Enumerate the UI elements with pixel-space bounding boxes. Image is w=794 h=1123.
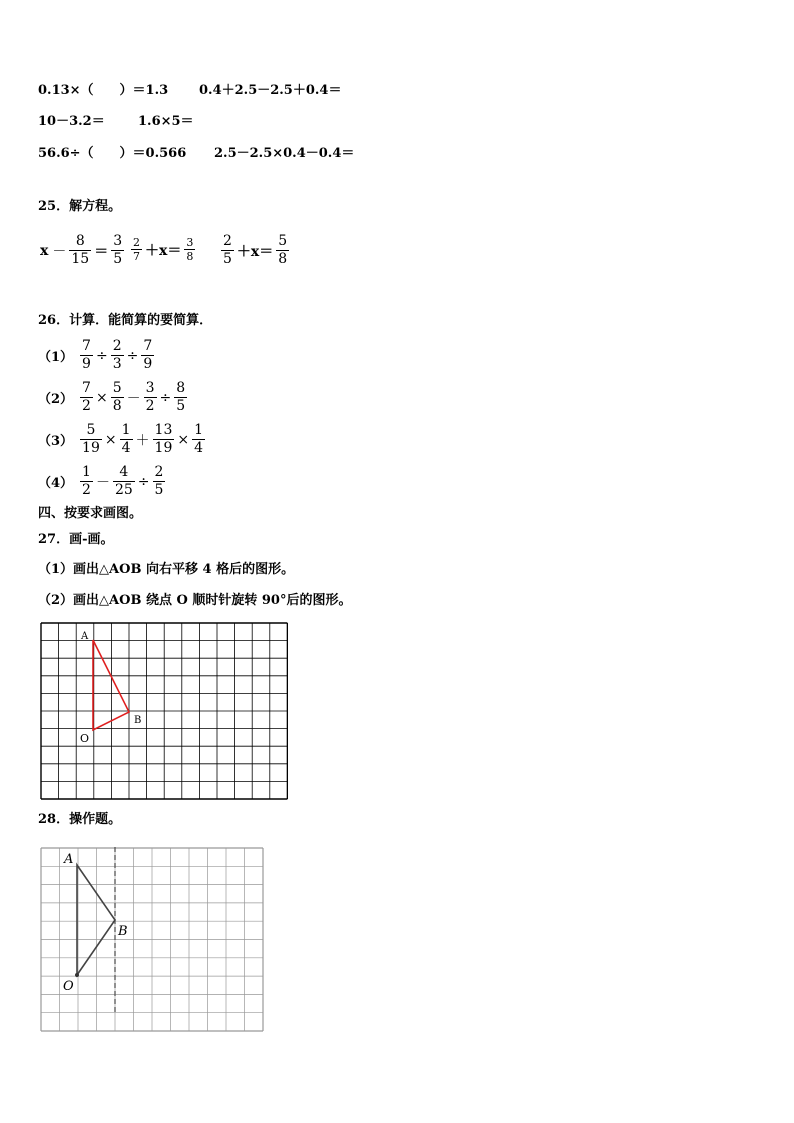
q28-label-b: B (118, 924, 128, 939)
item-label: （2） (38, 392, 74, 407)
calc-r2-b: 1.6×5＝ (138, 114, 194, 129)
q27-sub1: （1）画出△AOB 向右平移 4 格后的图形。 (38, 562, 295, 577)
fraction (80, 380, 93, 415)
q25-title: 25．解方程。 (38, 199, 122, 214)
numerator: 1 (121, 422, 131, 438)
q28-label-o: O (63, 979, 74, 994)
numerator: 5 (278, 233, 288, 249)
denominator: 4 (121, 440, 131, 456)
q25-eq3-plus-x: ＋x＝ (236, 243, 274, 260)
numerator: 2 (112, 338, 122, 354)
q26-title: 26．计算．能简算的要简算． (38, 313, 213, 328)
q26-item-2 (38, 380, 188, 415)
operator: × (177, 431, 190, 448)
numerator: 8 (75, 233, 85, 249)
denominator: 7 (133, 250, 140, 263)
fraction (144, 380, 157, 415)
section-4-title: 四、按要求画图。 (38, 506, 143, 521)
denominator: 8 (186, 250, 194, 263)
fraction (174, 380, 187, 415)
q25-eq1-x: x (40, 242, 49, 259)
q28-grid-figure (40, 847, 266, 1033)
operator: × (104, 431, 117, 448)
denominator: 2 (82, 398, 91, 414)
q27-label-o: O (80, 732, 90, 745)
fraction (113, 464, 135, 499)
fraction (276, 233, 289, 268)
operator: ÷ (137, 473, 150, 490)
fraction (111, 380, 124, 415)
denominator: 9 (82, 356, 91, 372)
fraction (80, 464, 93, 499)
q25-eq2 (130, 236, 196, 263)
fraction (80, 422, 102, 457)
calc-r1-b: 0.4＋2.5－2.5＋0.4＝ (199, 83, 342, 98)
denominator: 9 (143, 356, 153, 372)
denominator: 4 (194, 440, 204, 456)
fraction (153, 422, 175, 457)
q27-grid-figure (40, 622, 288, 800)
denominator: 25 (114, 482, 133, 498)
numerator: 1 (194, 422, 204, 438)
fraction (111, 338, 124, 373)
numerator: 8 (176, 380, 186, 396)
numerator: 7 (143, 338, 153, 354)
q28-triangle-aob (77, 865, 115, 975)
operator: － (95, 474, 110, 491)
fraction (69, 233, 91, 268)
numerator: 2 (223, 233, 232, 249)
q25-eq1-minus: － (52, 243, 67, 260)
q27-title: 27．画-画。 (38, 532, 114, 547)
numerator: 2 (154, 464, 164, 480)
numerator: 4 (119, 464, 129, 480)
denominator: 5 (176, 398, 186, 414)
numerator: 5 (112, 380, 122, 396)
q28-point-o (75, 973, 79, 977)
q28-title: 28．操作题。 (38, 812, 122, 827)
numerator: 2 (133, 236, 140, 249)
fraction (111, 233, 124, 268)
denominator: 15 (71, 251, 90, 267)
item-label: （1） (38, 350, 74, 365)
operator: ＋ (135, 432, 150, 449)
fraction (131, 236, 142, 263)
calc-r1-a: 0.13×（ ）＝1.3 (38, 83, 169, 98)
q25-eq3 (220, 233, 290, 268)
numerator: 3 (186, 236, 194, 249)
numerator: 5 (86, 422, 96, 438)
q25-eq1 (38, 233, 125, 268)
calc-r3-b: 2.5－2.5×0.4－0.4＝ (214, 146, 355, 161)
item-label: （4） (38, 476, 74, 491)
q26-item-1 (38, 338, 155, 373)
item-label: （3） (38, 434, 74, 449)
fraction (141, 338, 154, 373)
calc-r3-a: 56.6÷（ ）＝0.566 (38, 146, 187, 161)
denominator: 5 (113, 251, 123, 267)
calc-r2-a: 10－3.2＝ (38, 114, 105, 129)
numerator: 7 (82, 380, 91, 396)
q25-eq1-equals: ＝ (94, 243, 109, 260)
q27-sub2: （2）画出△AOB 绕点 O 顺时针旋转 90°后的图形。 (38, 593, 352, 608)
fraction (120, 422, 133, 457)
numerator: 13 (154, 422, 173, 438)
denominator: 8 (278, 251, 288, 267)
q28-grid (41, 848, 263, 1031)
denominator: 3 (112, 356, 122, 372)
operator: × (95, 389, 108, 406)
numerator: 3 (113, 233, 123, 249)
denominator: 5 (223, 251, 232, 267)
q26-item-4 (38, 464, 166, 499)
numerator: 3 (145, 380, 155, 396)
denominator: 2 (82, 482, 91, 498)
operator: ÷ (95, 347, 108, 364)
q26-item-3 (38, 422, 206, 457)
fraction (192, 422, 205, 457)
denominator: 19 (154, 440, 173, 456)
operator: ÷ (126, 347, 139, 364)
fraction (80, 338, 93, 373)
fraction (184, 236, 195, 263)
q27-label-b: B (134, 715, 142, 726)
operator: ÷ (159, 389, 172, 406)
denominator: 2 (145, 398, 155, 414)
q27-label-a: A (81, 631, 89, 642)
q27-grid (41, 623, 287, 799)
denominator: 19 (82, 440, 100, 456)
q25-eq2-plus-x: ＋x＝ (145, 242, 182, 259)
q28-label-a: A (64, 852, 74, 867)
denominator: 5 (154, 482, 164, 498)
numerator: 1 (82, 464, 91, 480)
denominator: 8 (112, 398, 122, 414)
fraction (221, 233, 234, 268)
fraction (153, 464, 166, 499)
operator: － (126, 390, 141, 407)
numerator: 7 (82, 338, 91, 354)
